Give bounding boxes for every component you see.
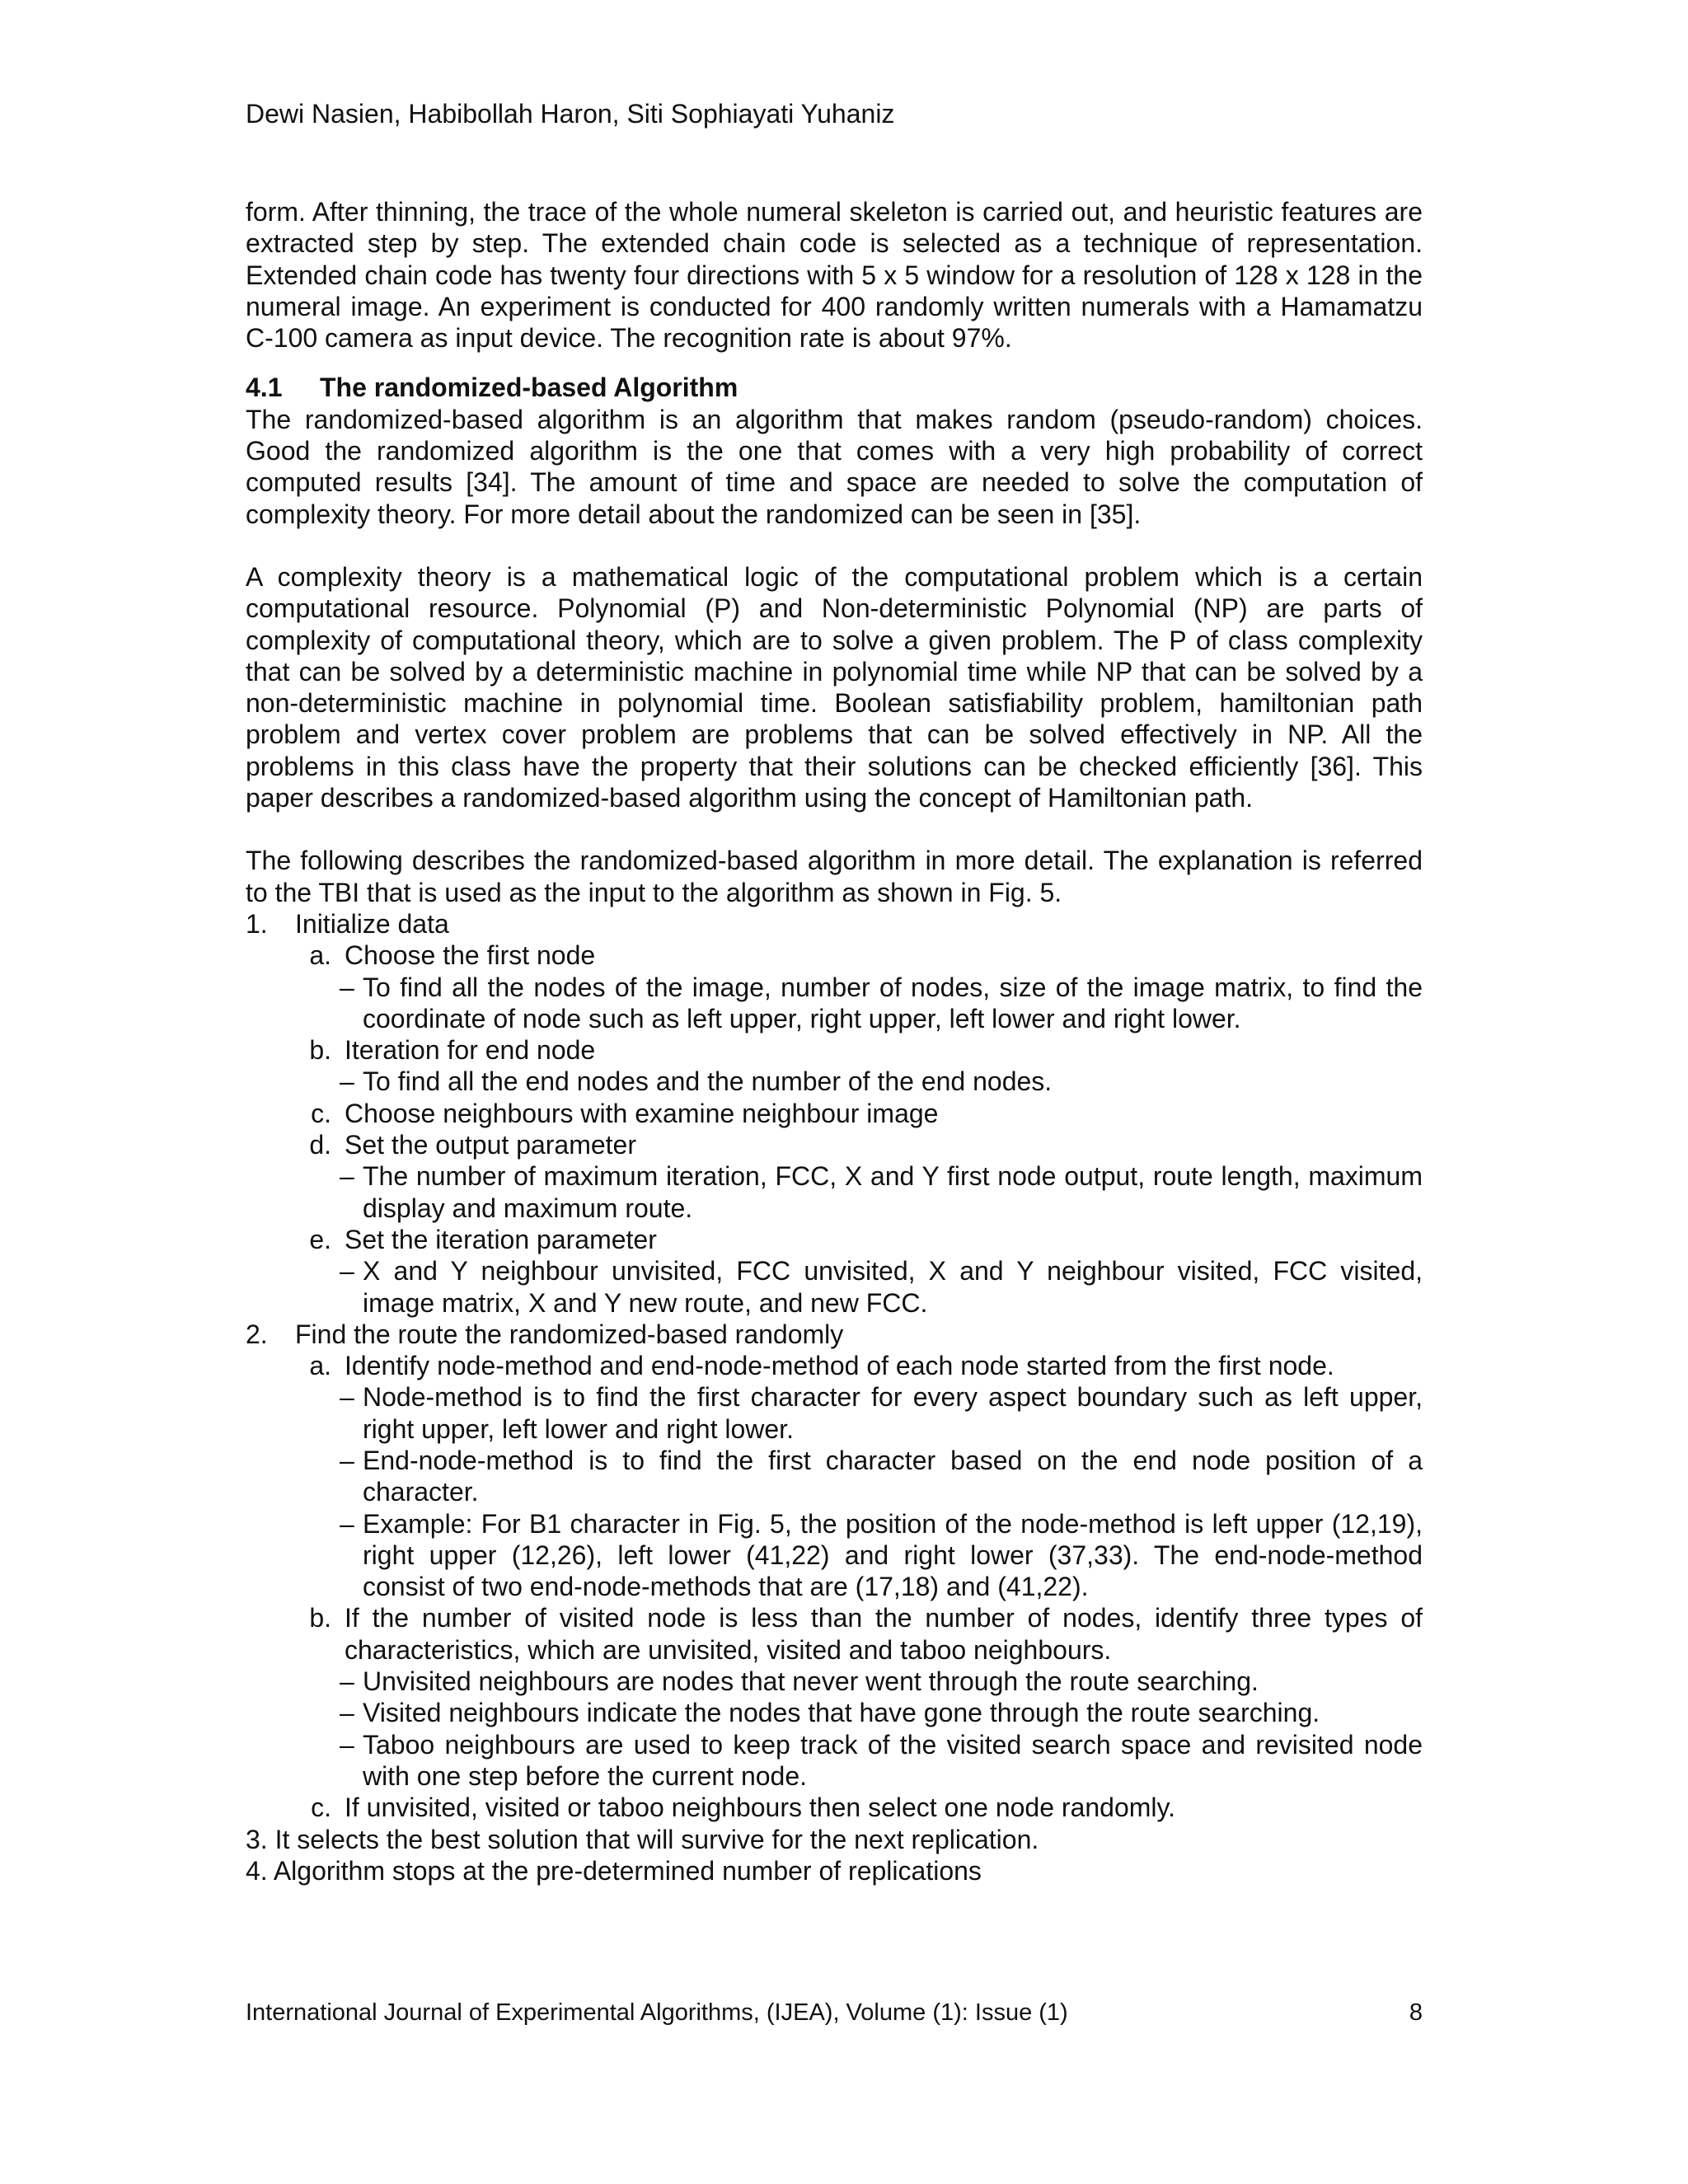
page-body [246,196,1423,1886]
sub-label: Choose neighbours with examine neighbour image [345,1098,939,1128]
sub-label: If unvisited, visited or taboo neighbours then select one node randomly. [345,1793,1176,1823]
dash-marker: – [340,1666,354,1697]
paragraph-following: The following describes the randomized-based algorithm in more detail. The explanation is referred to the TBI that is used as the input to the algorithm as shown in Fig. 5. [246,846,1423,907]
step-1a [246,940,1423,971]
sub-marker: e. [309,1224,331,1254]
step-1d [246,1129,1423,1160]
dash-marker: – [340,1508,354,1539]
sub-marker: d. [309,1130,331,1160]
sub-marker: a. [309,940,331,971]
dash-text: The number of maximum iteration, FCC, X and Y first node output, route length, maximum display and maximum route. [363,1161,1423,1223]
dash-marker: – [340,1382,354,1413]
dash-text: Unvisited neighbours are nodes that never went through the route searching. [363,1666,1259,1697]
step-1d-detail [246,1160,1423,1224]
step-2b-detail-1 [246,1666,1423,1697]
dash-marker: – [340,972,354,1002]
step-label: Initialize data [295,908,449,939]
dash-marker: – [340,1256,354,1286]
algorithm-step-4: 4. Algorithm stops at the pre-determined number of replications [246,1855,982,1886]
footer-journal: International Journal of Experimental Algorithms, (IJEA), Volume (1): Issue (1) [246,1999,1068,2026]
algorithm-step-3: 3. It selects the best solution that will survive for the next replication. [246,1824,1039,1854]
dash-marker: – [340,1445,354,1475]
section-heading [246,372,1423,403]
sub-label: Identify node-method and end-node-method of each node started from the first node. [345,1351,1334,1381]
step-2a-detail-3 [246,1508,1423,1603]
step-2c [246,1792,1423,1823]
step-1e-detail [246,1255,1423,1319]
step-2a-detail-2 [246,1445,1423,1508]
dash-text: To find all the nodes of the image, number of nodes, size of the image matrix, to find the coordinate of node such as left upper, right upper, left lower and right lower. [363,972,1423,1033]
algorithm-step-1 [246,908,1423,940]
step-2b [246,1602,1423,1666]
dash-text: Visited neighbours indicate the nodes that have gone through the route searching. [363,1698,1320,1728]
section-title: The randomized-based Algorithm [320,373,738,403]
sub-label: Choose the first node [345,940,596,971]
step-1b [246,1034,1423,1066]
step-2a [246,1350,1423,1381]
step-2b-detail-3 [246,1729,1423,1793]
paragraph-complexity: A complexity theory is a mathematical logic of the computational problem which is a certain computational resource. Polynomial (P) and Non-deterministic Polynomial (NP) are parts of complexity of computational theory, which are to solve a given problem. The P of class complexity that can be solved by a deterministic machine in polynomial time while NP that can be solved by a non-deterministic machine in polynomial time. Boolean satisfiability problem, hamiltonian path problem and vertex cover problem are problems that can be solved effectively in NP. All the problems in this class have the property that their solutions can be checked efficiently [36]. This paper describes a randomized-based algorithm using the concept of Hamiltonian path. [246,561,1423,813]
dash-marker: – [340,1161,354,1192]
sub-marker: b. [309,1603,331,1633]
sub-marker: a. [309,1351,331,1381]
running-head-authors: Dewi Nasien, Habibollah Haron, Siti Sophiayati Yuhaniz [246,99,895,129]
step-1c [246,1098,1423,1129]
dash-text: Node-method is to find the first character for every aspect boundary such as left upper, right upper, left lower and right lower. [363,1382,1423,1444]
step-1e [246,1224,1423,1255]
dash-text: To find all the end nodes and the number of the end nodes. [363,1066,1053,1097]
paragraph-randomized: The randomized-based algorithm is an algorithm that makes random (pseudo-random) choices. Good the randomized algorithm is the one that comes with a very high probability of correct computed results [34]. The amount of time and space are needed to solve the computation of complexity theory. For more detail about the randomized can be seen in [35]. [246,404,1423,529]
sub-marker: c. [311,1098,331,1128]
step-marker: 1. [246,908,268,939]
section-number: 4.1 [246,373,283,403]
step-marker: 2. [246,1319,268,1349]
sub-marker: c. [311,1793,331,1823]
sub-label: Set the iteration parameter [345,1224,657,1254]
sub-label: If the number of visited node is less than the number of nodes, identify three types of characteristics, which are unvisited, visited and taboo neighbours. [345,1603,1423,1665]
intro-paragraph: form. After thinning, the trace of the whole numeral skeleton is carried out, and heuristic features are extracted step by step. The extended chain code is selected as a technique of representation. Extended chain code has twenty four directions with 5 x 5 window for a resolution of 128 x 128 in the numeral image. An experiment is conducted for 400 randomly written numerals with a Hamamatzu C-100 camera as input device. The recognition rate is about 97%. [246,197,1423,354]
dash-text: End-node-method is to find the first character based on the end node position of a character. [363,1445,1423,1507]
step-label: Find the route the randomized-based randomly [295,1319,844,1349]
sub-label: Iteration for end node [345,1035,596,1066]
step-1a-detail [246,972,1423,1035]
sub-label: Set the output parameter [345,1130,636,1160]
step-2b-detail-2 [246,1697,1423,1728]
sub-marker: b. [309,1035,331,1066]
dash-marker: – [340,1729,354,1760]
dash-marker: – [340,1066,354,1097]
page-number: 8 [1409,1999,1423,2026]
step-1b-detail [246,1066,1423,1097]
step-2a-detail-1 [246,1381,1423,1445]
algorithm-step-2 [246,1319,1423,1350]
dash-marker: – [340,1698,354,1728]
dash-text: Taboo neighbours are used to keep track of the visited search space and revisited node with one step before the current node. [363,1729,1423,1791]
dash-text: X and Y neighbour unvisited, FCC unvisited, X and Y neighbour visited, FCC visited, image matrix, X and Y new route, and new FCC. [363,1256,1423,1318]
dash-text: Example: For B1 character in Fig. 5, the position of the node-method is left upper (12,19), right upper (12,26), left lower (41,22) and right lower (37,33). The end-node-method consist of two end-node-methods that are (17,18) and (41,22). [363,1508,1423,1602]
